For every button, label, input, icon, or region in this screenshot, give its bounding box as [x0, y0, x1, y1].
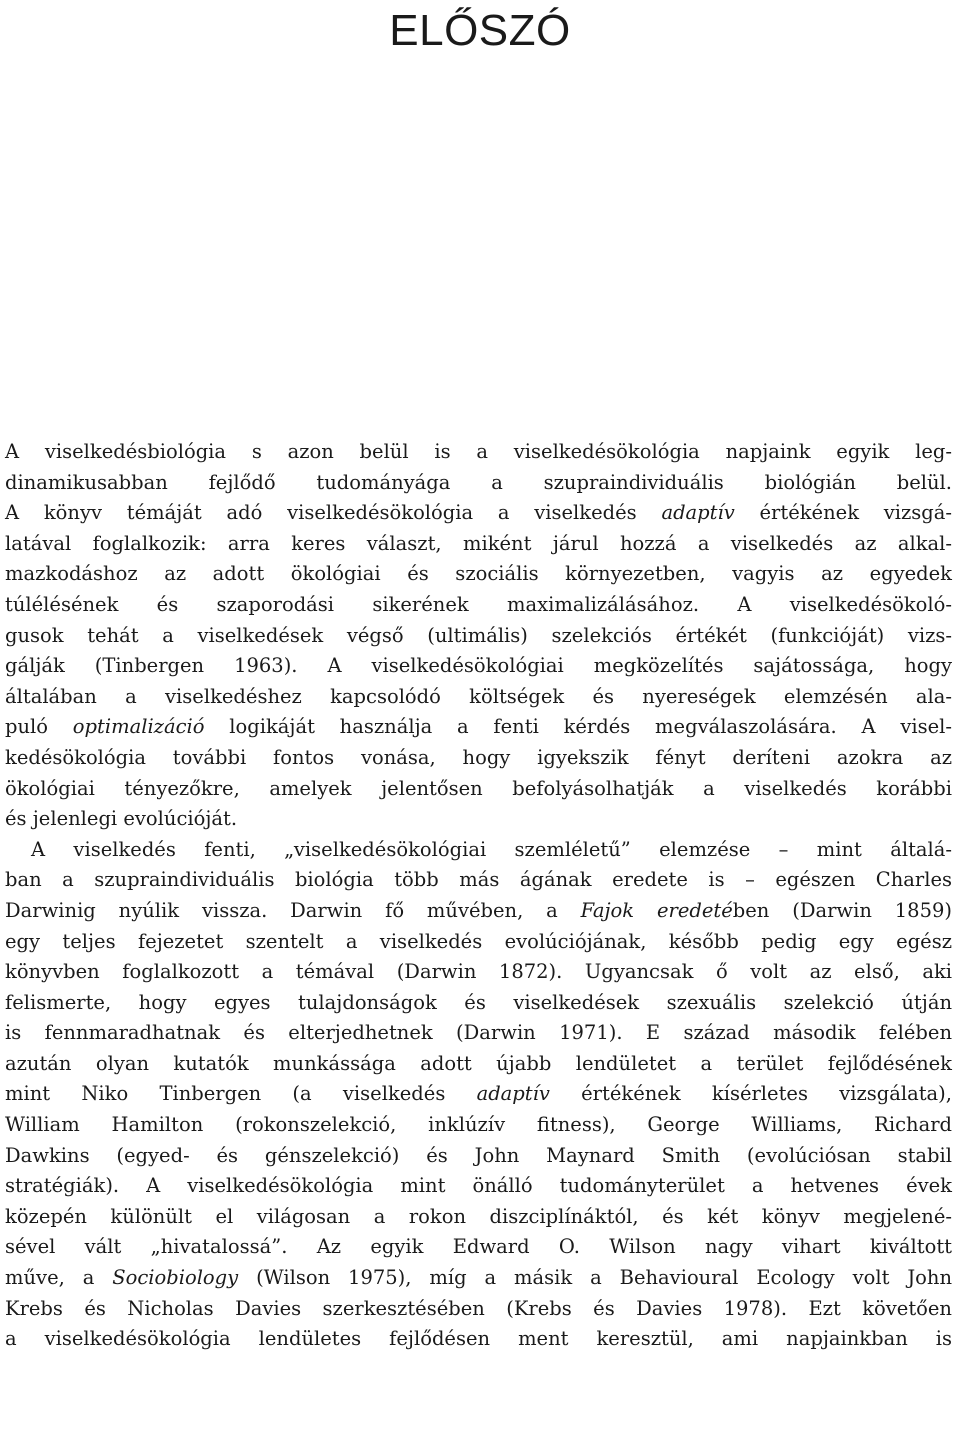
text-line: a viselkedésökológia lendületes fejlődésen ment keresztül, ami napjainkban is: [5, 1327, 952, 1351]
text-line: ökológiai tényezőkre, amelyek jelentősen befolyásolhatják a viselkedés korábbi: [5, 776, 952, 800]
text-line: A könyv témáját adó viselkedésökológia a viselkedés adaptív értékének vizsgá-: [5, 501, 952, 525]
paragraph-1: [5, 437, 952, 835]
text-line: puló optimalizáció logikáját használja a fenti kérdés megválaszolására. A visel-: [5, 715, 952, 739]
text-line: közepén különült el világosan a rokon diszciplínáktól, és két könyv megjelené-: [5, 1204, 952, 1228]
text-line: műve, a Sociobiology (Wilson 1975), míg a másik a Behavioural Ecology volt John: [5, 1266, 952, 1290]
text-line: A viselkedésbiológia s azon belül is a viselkedésökológia napjaink egyik leg-: [5, 440, 952, 463]
text-line: sével vált „hivatalossá”. Az egyik Edward O. Wilson nagy vihart kiváltott: [5, 1235, 952, 1259]
text-line: általában a viselkedéshez kapcsolódó költségek és nyereségek elemzésén ala-: [5, 684, 952, 708]
text-line: Dawkins (egyed- és génszelekció) és John Maynard Smith (evolúciósan stabil: [5, 1143, 952, 1167]
text-line: William Hamilton (rokonszelekció, inklúzív fitness), George Williams, Richard: [5, 1113, 952, 1137]
text-line: túlélésének és szaporodási sikerének maximalizálásához. A viselkedésökoló-: [5, 592, 952, 616]
text-line: A viselkedés fenti, „viselkedésökológiai szemléletű” elemzése – mint általá-: [31, 837, 952, 861]
text-line: Krebs és Nicholas Davies szerkesztésében (Krebs és Davies 1978). Ezt követően: [5, 1296, 952, 1320]
text-line: is fennmaradhatnak és elterjedhetnek (Darwin 1971). E század második felében: [5, 1021, 952, 1045]
text-line: mint Niko Tinbergen (a viselkedés adaptív értékének kísérletes vizsgálata),: [5, 1082, 952, 1106]
text-line: ban a szupraindividuális biológia több más ágának eredete is – egészen Charles: [5, 868, 952, 892]
page-title: ELŐSZÓ: [389, 6, 571, 55]
text-line: latával foglalkozik: arra keres választ, miként járul hozzá a viselkedés az alkal-: [5, 531, 952, 555]
text-line: dinamikusabban fejlődő tudományága a szupraindividuális biológián belül.: [5, 470, 952, 494]
text-line: gusok tehát a viselkedések végső (ultimális) szelekciós értékét (funkcióját) vizs-: [5, 623, 952, 647]
paragraph-2: [5, 835, 952, 1355]
text-line: egy teljes fejezetet szentelt a viselkedés evolúciójának, később pedig egy egész: [5, 929, 952, 953]
text-line: könyvben foglalkozott a témával (Darwin 1872). Ugyancsak ő volt az első, aki: [5, 960, 952, 984]
body-text: [5, 437, 952, 1355]
text-line: mazkodáshoz az adott ökológiai és szociális környezetben, vagyis az egyedek: [5, 562, 952, 586]
text-line: felismerte, hogy egyes tulajdonságok és viselkedések szexuális szelekció útján: [5, 990, 952, 1014]
text-line: azután olyan kutatók munkássága adott újabb lendületet a terület fejlődésének: [5, 1051, 952, 1075]
text-line: és jelenlegi evolúcióját.: [5, 807, 238, 831]
text-line: stratégiák). A viselkedésökológia mint önálló tudományterület a hetvenes évek: [5, 1174, 952, 1198]
text-line: Darwinig nyúlik vissza. Darwin fő művében, a Fajok eredetében (Darwin 1859): [5, 898, 953, 922]
text-line: gálják (Tinbergen 1963). A viselkedésökológiai megközelítés sajátossága, hogy: [5, 654, 952, 678]
text-line: kedésökológia további fontos vonása, hogy igyekszik fényt deríteni azokra az: [5, 745, 952, 769]
